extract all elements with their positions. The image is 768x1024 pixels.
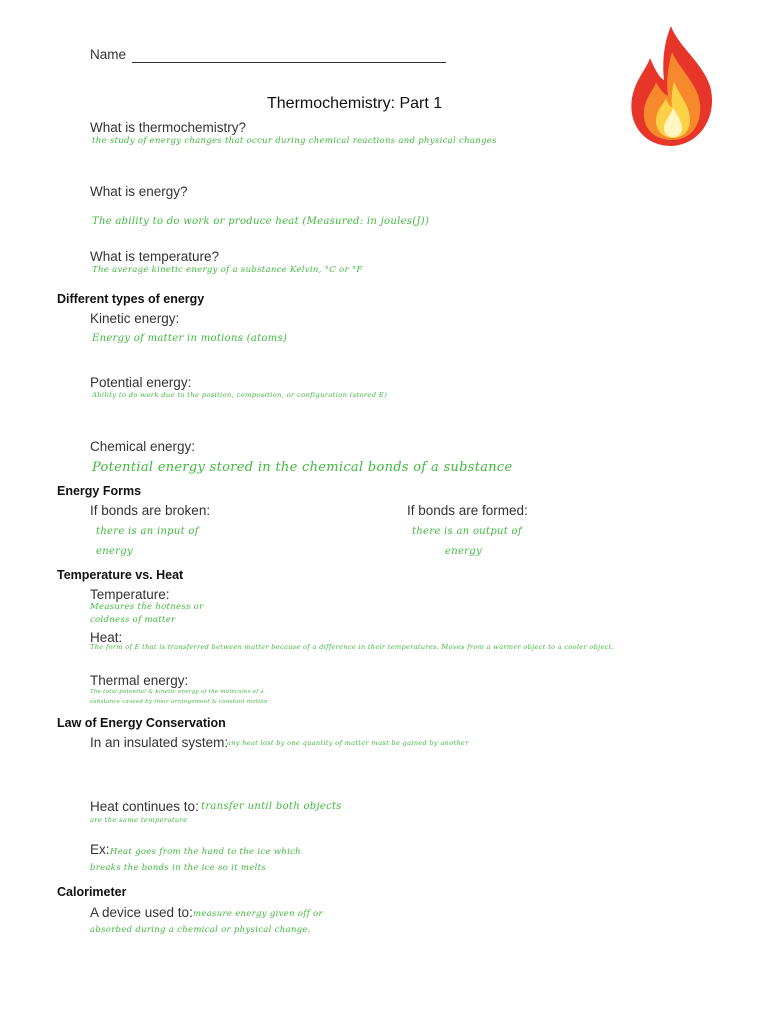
- question-insulated: In an insulated system:: [90, 735, 229, 750]
- answer-example-line2: breaks the bonds in the ice so it melts: [90, 863, 267, 873]
- name-label: Name: [90, 47, 127, 62]
- question-temperature-def: Temperature:: [90, 587, 170, 602]
- question-potential: Potential energy:: [90, 375, 192, 390]
- answer-device-line2: absorbed during a chemical or physical change.: [90, 925, 311, 935]
- answer-device-line1: measure energy given off or: [193, 909, 323, 919]
- question-kinetic: Kinetic energy:: [90, 311, 180, 326]
- heading-types-of-energy: Different types of energy: [57, 292, 205, 306]
- question-energy: What is energy?: [90, 184, 188, 199]
- question-thermochemistry: What is thermochemistry?: [90, 120, 247, 135]
- answer-thermal-line2: substance caused by their arrangement & constant motion: [90, 699, 268, 705]
- answer-thermochemistry: the study of energy changes that occur during chemical reactions and physical changes: [92, 136, 497, 146]
- name-input[interactable]: [132, 48, 446, 63]
- question-device: A device used to:: [90, 905, 193, 920]
- answer-potential: Ability to do work due to the position, composition, or configuration (stored E): [92, 391, 388, 399]
- question-thermal: Thermal energy:: [90, 673, 189, 688]
- answer-heat-continues-line1: transfer until both objects: [201, 801, 342, 812]
- answer-energy: The ability to do work or produce heat (Measured: in joules(J)): [92, 216, 430, 227]
- question-temperature: What is temperature?: [90, 249, 220, 264]
- fire-icon: [626, 24, 716, 150]
- question-heat: Heat:: [90, 630, 123, 645]
- answer-bonds-formed-line1: there is an output of: [412, 526, 522, 537]
- answer-bonds-formed-line2: energy: [445, 546, 482, 557]
- heading-conservation: Law of Energy Conservation: [57, 716, 226, 730]
- question-bonds-broken: If bonds are broken:: [90, 503, 211, 518]
- answer-bonds-broken-line2: energy: [96, 546, 133, 557]
- answer-heat-continues-line2: are the same temperature: [90, 816, 188, 824]
- answer-bonds-broken-line1: there is an input of: [96, 526, 199, 537]
- answer-temperature-line2: coldness of matter: [90, 615, 176, 625]
- answer-chemical: Potential energy stored in the chemical bonds of a substance: [92, 460, 513, 475]
- answer-temperature: The average kinetic energy of a substance Kelvin, °C or °F: [92, 265, 363, 275]
- answer-temperature-line1: Measures the hotness or: [90, 602, 204, 612]
- question-bonds-formed: If bonds are formed:: [407, 503, 528, 518]
- answer-thermal-line1: The total potential & kinetic energy of the molecules of a: [90, 689, 264, 695]
- page-title: Thermochemistry: Part 1: [267, 95, 443, 112]
- answer-kinetic: Energy of matter in motions (atoms): [92, 333, 288, 344]
- question-heat-continues: Heat continues to:: [90, 799, 199, 814]
- answer-insulated: any heat lost by one quantity of matter must be gained by another: [227, 739, 469, 747]
- heading-energy-forms: Energy Forms: [57, 484, 142, 498]
- question-example: Ex:: [90, 842, 110, 857]
- answer-example-line1: Heat goes from the hand to the ice which: [110, 847, 301, 857]
- question-chemical: Chemical energy:: [90, 439, 196, 454]
- answer-heat: The form of E that is transferred between matter because of a difference in their temperatures. Moves from a warmer object to a cooler object.: [90, 643, 614, 651]
- heading-calorimeter: Calorimeter: [57, 885, 127, 899]
- heading-temp-vs-heat: Temperature vs. Heat: [57, 568, 184, 582]
